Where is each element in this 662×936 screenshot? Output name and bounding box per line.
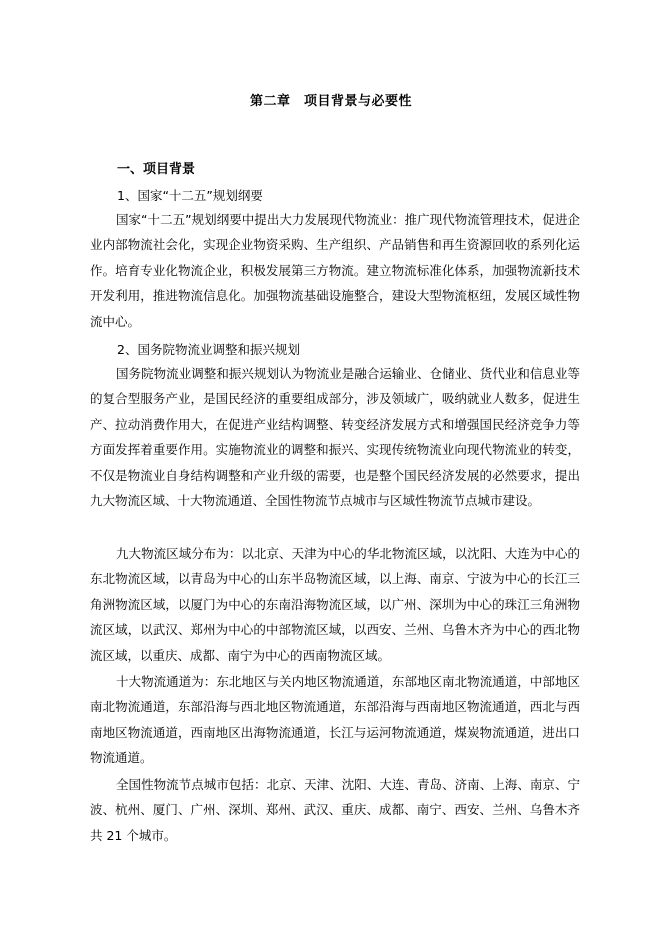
paragraph-ten-corridors: 十大物流通道为：东北地区与关内地区物流通道，东部地区南北物流通道，中部地区南北物流通道，东部沿海与西北地区物流通道，东部沿海与西南地区物流通道，西北与西南地区物流通道，西南地区出海物流通道，长江与运河物流通道，煤炭物流通道，进出口物流通道。 — [90, 674, 580, 766]
paragraph-nine-regions: 九大物流区域分布为：以北京、天津为中心的华北物流区域，以沈阳、大连为中心的东北物流区域，以青岛为中心的山东半岛物流区域，以上海、南京、宁波为中心的长江三角洲物流区域，以厦门为中心的东南沿海物流区域，以广州、深圳为中心的珠江三角洲物流区域，以武汉、郑州为中心的中部物流区域，以西安、兰州、乌鲁木齐为中心的西北物流区域，以重庆、成都、南宁为中心的西南物流区域。 — [90, 546, 580, 663]
subsection-heading-1: 1、国家“十二五”规划纲要 — [117, 188, 263, 203]
paragraph-node-cities: 全国性物流节点城市包括：北京、天津、沈阳、大连、青岛、济南、上海、南京、宁波、杭州、厦门、广州、深圳、郑州、武汉、重庆、成都、南宁、西安、兰州、乌鲁木齐共 21 个城市。 — [90, 777, 580, 843]
chapter-title: 第二章 项目背景与必要性 — [249, 94, 412, 109]
paragraph-plan-outline: 国家“十二五”规划纲要中提出大力发展现代物流业：推广现代物流管理技术，促进企业内部物流社会化，实现企业物资采购、生产组织、产品销售和再生资源回收的系列化运作。培育专业化物流企业，积极发展第三方物流。建立物流标准化体系，加强物流新技术开发利用，推进物流信息化。加强物流基础设施整合，建设大型物流枢纽，发展区域性物流中心。 — [90, 212, 580, 329]
paragraph-logistics-plan: 国务院物流业调整和振兴规划认为物流业是融合运输业、仓储业、货代业和信息业等的复合型服务产业，是国民经济的重要组成部分，涉及领域广，吸纳就业人数多，促进生产、拉动消费作用大，在促进产业结构调整、转变经济发展方式和增强国民经济竞争力等方面发挥着重要作用。实施物流业的调整和振兴、实现传统物流业向现代物流业的转变，不仅是物流业自身结构调整和产业升级的需要，也是整个国民经济发展的必然要求，提出九大物流区域、十大物流通道、全国性物流节点城市与区域性物流节点城市建设。 — [90, 366, 580, 509]
section-title: 一、项目背景 — [117, 162, 196, 177]
subsection-heading-2: 2、国务院物流业调整和振兴规划 — [117, 342, 300, 357]
